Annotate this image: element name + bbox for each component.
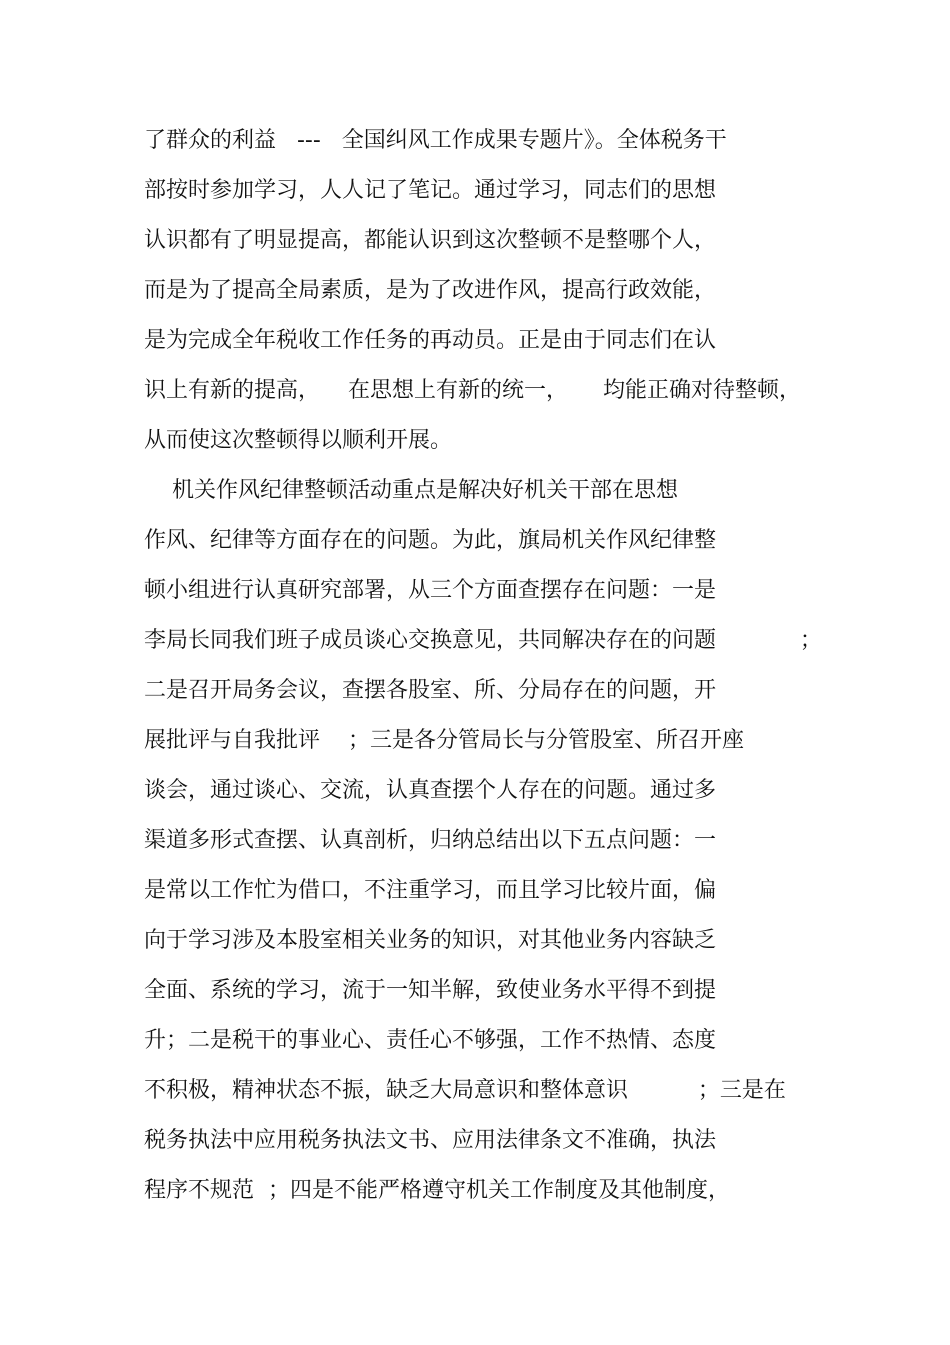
text-line: 是常以工作忙为借口，不注重学习，而且学习比较片面，偏 — [144, 878, 717, 903]
text-line: 税务执法中应用税务执法文书、应用法律条文不准确，执法 — [144, 1128, 717, 1153]
text-line: 展批评与自我批评 ；三是各分管局长与分管股室、所召开座 — [144, 728, 744, 753]
text-line: 渠道多形式查摆、认真剖析，归纳总结出以下五点问题：一 — [144, 828, 717, 853]
text-line: 从而使这次整顿得以顺利开展。 — [144, 428, 453, 453]
text-line: 向于学习涉及本股室相关业务的知识，对其他业务内容缺乏 — [144, 928, 717, 953]
text-line: 程序不规范 ；四是不能严格遵守机关工作制度及其他制度， — [144, 1178, 730, 1203]
text-line: 谈会，通过谈心、交流，认真查摆个人存在的问题。通过多 — [144, 778, 717, 803]
text-line: 李局长同我们班子成员谈心交换意见，共同解决存在的问题 ； — [144, 628, 822, 653]
text-line: 认识都有了明显提高，都能认识到这次整顿不是整哪个人， — [144, 228, 717, 253]
text-line: 作风、纪律等方面存在的问题。为此，旗局机关作风纪律整 — [144, 528, 717, 553]
text-line: 部按时参加学习，人人记了笔记。通过学习，同志们的思想 — [144, 178, 717, 203]
text-line: 而是为了提高全局素质，是为了改进作风，提高行政效能， — [144, 278, 717, 303]
text-line: 升；二是税干的事业心、责任心不够强，工作不热情、态度 — [144, 1028, 717, 1053]
text-line: 了群众的利益 --- 全国纠风工作成果专题片》。全体税务干 — [144, 128, 727, 153]
text-line: 是为完成全年税收工作任务的再动员。正是由于同志们在认 — [144, 328, 717, 353]
text-line: 不积极，精神状态不振，缺乏大局意识和整体意识 ；三是在 — [144, 1078, 786, 1103]
text-line: 全面、系统的学习，流于一知半解，致使业务水平得不到提 — [144, 978, 717, 1003]
text-line: 识上有新的提高， 在思想上有新的统一， 均能正确对待整顿， — [144, 378, 801, 403]
text-line: 机关作风纪律整顿活动重点是解决好机关干部在思想 — [144, 478, 678, 503]
text-line: 顿小组进行认真研究部署，从三个方面查摆存在问题：一是 — [144, 578, 717, 603]
text-line: 二是召开局务会议，查摆各股室、所、分局存在的问题，开 — [144, 678, 717, 703]
